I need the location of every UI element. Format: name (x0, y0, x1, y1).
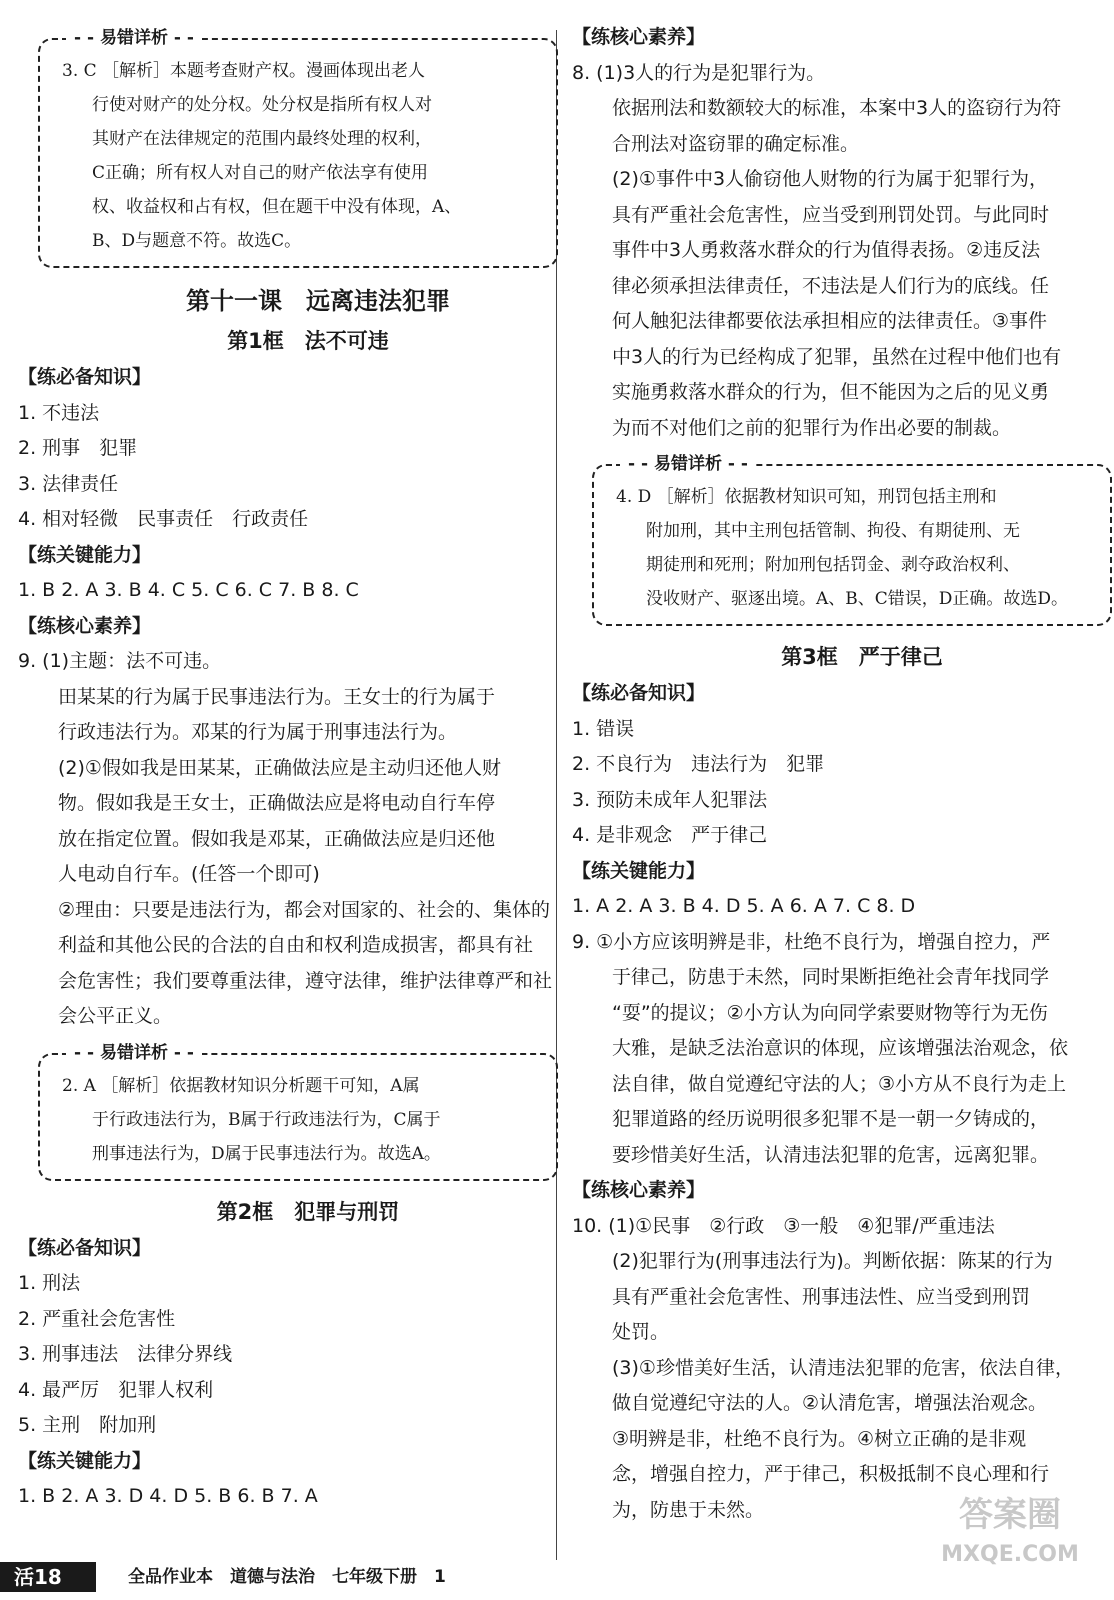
answer-line: 10. (1)①民事 ②行政 ③一般 ④犯罪/严重违法 (572, 1214, 995, 1237)
answer-line: (2)①假如我是田某某，正确做法应是主动归还他人财 (58, 756, 501, 779)
error-analysis-box-1 (38, 28, 558, 268)
answer-line: 为，防患于未然。 (612, 1498, 765, 1521)
box-line: 附加刑，其中主刑包括管制、拘役、有期徒刑、无 (646, 521, 1020, 541)
answer-line: 4. 最严厉 犯罪人权利 (18, 1378, 214, 1401)
answer-line: 法自律，做自觉遵纪守法的人；③小方从不良行为走上 (612, 1072, 1067, 1095)
section-heading: 【练关键能力】 (18, 543, 152, 566)
answer-line: “耍”的提议；②小方认为向同学索要财物等行为无伤 (612, 1001, 1048, 1024)
answer-line: 何人触犯法律都要依法承担相应的法律责任。③事件 (612, 310, 1048, 332)
section-heading: 【练关键能力】 (572, 859, 706, 882)
answer-line: 会危害性；我们要尊重法律，遵守法律，维护法律尊严和社 (58, 969, 553, 992)
box-line: 3. C ［解析］本题考查财产权。漫画体现出老人 (62, 61, 426, 81)
answer-line: 事件中3人勇救落水群众的行为值得表扬。②违反法 (612, 239, 1041, 261)
answer-line: 2. 不良行为 违法行为 犯罪 (572, 753, 825, 775)
box-label: - - 易错详析 - - (66, 1042, 202, 1064)
box-line: 期徒刑和死刑；附加刑包括罚金、剥夺政治权利、 (646, 555, 1020, 575)
frame-3-title: 第3框 严于律己 (781, 645, 943, 669)
box-line: 其财产在法律规定的范围内最终处理的权利， (92, 129, 432, 149)
answer-line: 处罚。 (612, 1321, 670, 1343)
page-number-tab: 活18 (0, 1562, 96, 1592)
answer-line: 人电动自行车。(任答一个即可) (58, 863, 320, 885)
box-line: 没收财产、驱逐出境。A、B、C错误，D正确。故选D。 (646, 589, 1069, 609)
frame-1-title: 第1框 法不可违 (227, 329, 389, 353)
section-heading: 【练核心素养】 (18, 614, 152, 637)
answer-line: 4. 相对轻微 民事责任 行政责任 (18, 508, 309, 530)
answer-line: (2)犯罪行为(刑事违法行为)。判断依据：陈某的行为 (612, 1250, 1053, 1272)
watermark-logo: 答案圈 (959, 1495, 1061, 1535)
answer-line: 为而不对他们之前的犯罪行为作出必要的制裁。 (612, 416, 1012, 439)
box-line: 行使对财产的处分权。处分权是指所有权人对 (92, 95, 432, 115)
answer-line: 田某某的行为属于民事违法行为。王女士的行为属于 (58, 685, 496, 708)
answer-line: 犯罪道路的经历说明很多犯罪不是一朝一夕铸成的， (612, 1108, 1050, 1130)
answer-line: 具有严重社会危害性，应当受到刑罚处罚。与此同时 (612, 203, 1050, 226)
watermark-url: MXQE.COM (941, 1542, 1079, 1567)
box-line: 于行政违法行为，B属于行政违法行为，C属于 (92, 1109, 441, 1130)
error-analysis-box-3 (592, 454, 1112, 626)
answer-line: 利益和其他公民的合法的自由和权利造成损害，都具有社 (58, 934, 534, 956)
answer-line: 大雅，是缺乏法治意识的体现，应该增强法治观念，依 (612, 1037, 1069, 1059)
answer-line: 3. 刑事违法 法律分界线 (18, 1343, 233, 1365)
answer-line: 于律己，防患于未然，同时果断拒绝社会青年找同学 (612, 966, 1050, 988)
section-heading: 【练核心素养】 (572, 26, 706, 48)
answer-line: ③明辨是非，杜绝不良行为。④树立正确的是非观 (612, 1427, 1027, 1450)
answer-line: 4. 是非观念 严于律己 (572, 824, 768, 846)
answer-line: 放在指定位置。假如我是邓某，正确做法应是归还他 (58, 827, 496, 850)
answer-line: 2. 严重社会危害性 (18, 1307, 176, 1330)
right-column (572, 20, 1112, 1528)
answer-line: 1. 不违法 (18, 401, 100, 424)
box-line: C正确；所有权人对自己的财产依法享有使用 (92, 163, 429, 183)
answer-line: 1. 错误 (572, 717, 635, 740)
answer-line: 做自觉遵纪守法的人。②认清危害，增强法治观念。 (612, 1392, 1048, 1414)
answer-line: 会公平正义。 (58, 1005, 173, 1027)
box-line: 2. A ［解析］依据教材知识分析题干可知，A属 (62, 1075, 420, 1096)
answer-line: 实施勇救落水群众的行为，但不能因为之后的见义勇 (612, 381, 1050, 403)
left-column (18, 20, 558, 1515)
error-analysis-box-2 (38, 1042, 558, 1181)
box-line: 权、收益权和占有权，但在题干中没有体现，A、 (92, 197, 462, 217)
section-heading: 【练必备知识】 (572, 682, 706, 704)
answer-line: 物。假如我是王女士，正确做法应是将电动自行车停 (58, 792, 496, 814)
answer-line: 1. 刑法 (18, 1272, 81, 1294)
footer-book-title: 全品作业本 道德与法治 七年级下册 1 (128, 1567, 446, 1587)
box-line: 4. D ［解析］依据教材知识可知，刑罚包括主刑和 (616, 487, 997, 507)
answer-line: 律必须承担法律责任，不违法是人们行为的底线。任 (612, 274, 1050, 297)
answer-line: 行政违法行为。邓某的行为属于刑事违法行为。 (58, 721, 458, 743)
choice-answers: 1. A 2. A 3. B 4. D 5. A 6. A 7. C 8. D (572, 895, 916, 917)
section-heading: 【练关键能力】 (18, 1449, 152, 1472)
answer-line: 依据刑法和数额较大的标准，本案中3人的盗窃行为符 (612, 97, 1062, 119)
choice-answers: 1. B 2. A 3. D 4. D 5. B 6. B 7. A (18, 1485, 318, 1507)
lesson-title: 第十一课 远离违法犯罪 (186, 287, 450, 315)
answer-line: ②理由：只要是违法行为，都会对国家的、社会的、集体的 (58, 898, 551, 921)
answer-line: 要珍惜美好生活，认清违法犯罪的危害，远离犯罪。 (612, 1143, 1050, 1166)
choice-answers: 1. B 2. A 3. B 4. C 5. C 6. C 7. B 8. C (18, 579, 359, 601)
answer-line: 9. (1)主题：法不可违。 (18, 650, 222, 672)
answer-line: 8. (1)3人的行为是犯罪行为。 (572, 61, 826, 84)
section-heading: 【练必备知识】 (18, 366, 152, 388)
section-heading: 【练必备知识】 (18, 1236, 152, 1259)
answer-line: 合刑法对盗窃罪的确定标准。 (612, 132, 860, 155)
watermark (910, 1490, 1110, 1590)
box-label: - - 易错详析 - - (66, 27, 202, 49)
answer-line: 具有严重社会危害性、刑事违法性、应当受到刑罚 (612, 1285, 1031, 1308)
answer-line: 3. 法律责任 (18, 472, 119, 495)
section-heading: 【练核心素养】 (572, 1179, 706, 1201)
box-line: B、D与题意不符。故选C。 (92, 231, 302, 251)
answer-line: 2. 刑事 犯罪 (18, 437, 138, 459)
answer-line: 9. ①小方应该明辨是非，杜绝不良行为，增强自控力，严 (572, 930, 1051, 953)
answer-line: 5. 主刑 附加刑 (18, 1414, 157, 1436)
box-label: - - 易错详析 - - (620, 453, 756, 475)
answer-line: 中3人的行为已经构成了犯罪，虽然在过程中他们也有 (612, 345, 1062, 368)
frame-2-title: 第2框 犯罪与刑罚 (216, 1199, 400, 1224)
answer-line: (3)①珍惜美好生活，认清违法犯罪的危害，依法自律， (612, 1356, 1074, 1379)
answer-line: 念，增强自控力，严于律己，积极抵制不良心理和行 (612, 1463, 1050, 1485)
answer-line: 3. 预防未成年人犯罪法 (572, 788, 768, 811)
answer-line: (2)①事件中3人偷窃他人财物的行为属于犯罪行为， (612, 168, 1049, 190)
box-line: 刑事违法行为，D属于民事违法行为。故选A。 (92, 1143, 441, 1164)
